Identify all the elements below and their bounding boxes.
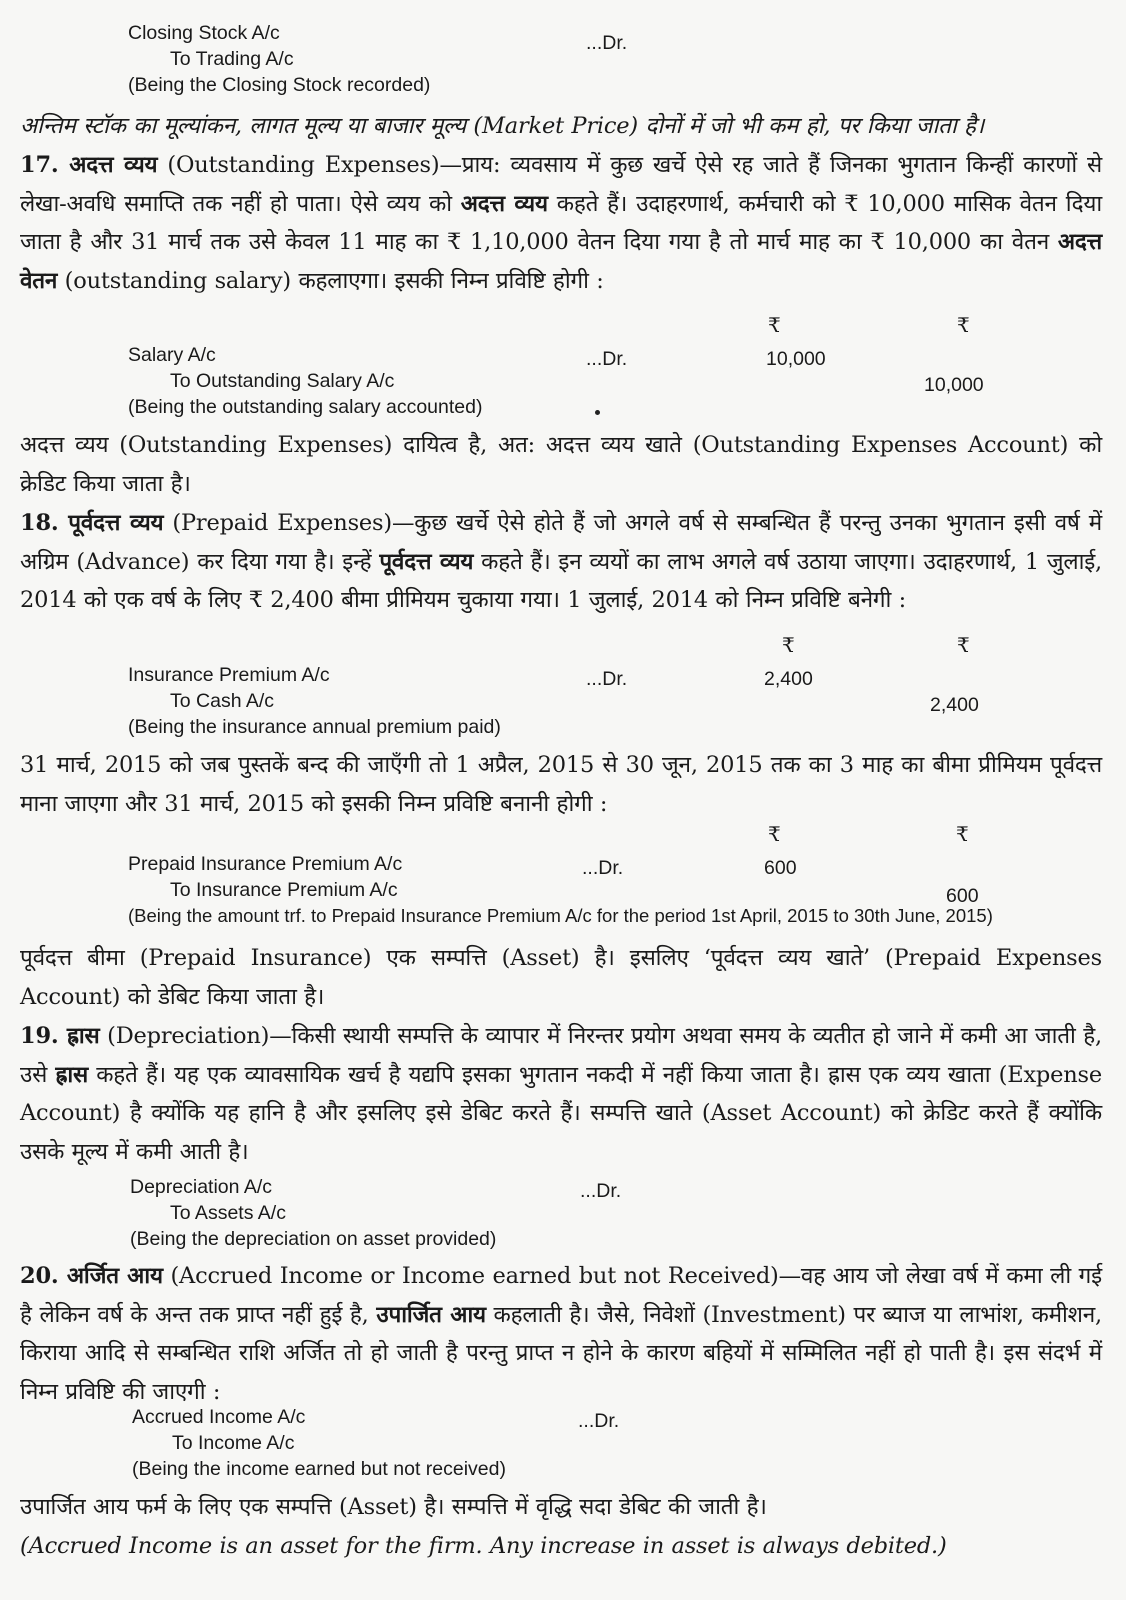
- entry-dr-tag: ...Dr.: [580, 1180, 622, 1202]
- entry-debit-amount: 2,400: [764, 668, 813, 690]
- entry-debit-account: Salary A/c: [128, 344, 216, 366]
- section-19-heading: 19. ह्रास: [20, 1023, 100, 1049]
- entry-dr-tag: ...Dr.: [586, 32, 628, 54]
- entry-debit-amount: 10,000: [766, 348, 826, 370]
- section-17-paragraph: 17. अदत्त व्यय (Outstanding Expenses)—प्राय: व्यवसाय में कुछ खर्चे ऐसे रह जाते हैं जिनका भुगतान किन्हीं कारणों से लेखा-अवधि समाप्ति तक नहीं हो पाता। ऐसे व्यय को अदत्त व्यय कहते हैं। उदाहरणार्थ, कर्मचारी को ₹ 10,000 मासिक वेतन दिया जाता है और 31 मार्च तक उसे केवल 11 माह का ₹ 1,10,000 वेतन दिया गया है तो मार्च माह का ₹ 10,000 का वेतन अदत्त वेतन (outstanding salary) कहलाएगा। इसकी निम्न प्रविष्टि होगी :: [20, 152, 1103, 294]
- entry-credit-account: To Trading A/c: [170, 48, 294, 70]
- rupee-symbol: ₹: [956, 822, 969, 846]
- entry-narration: (Being the insurance annual premium paid): [128, 716, 501, 738]
- stray-dot: [595, 410, 600, 415]
- entry-credit-account: To Income A/c: [172, 1432, 295, 1454]
- rupee-symbol: ₹: [957, 313, 970, 337]
- journal-entry-depreciation: [0, 1174, 1126, 1260]
- entry-narration: (Being the income earned but not received): [132, 1458, 506, 1480]
- entry-narration: (Being the depreciation on asset provided): [130, 1228, 497, 1250]
- section-20-heading: 20. अर्जित आय: [20, 1263, 163, 1289]
- journal-entry-accrued-income: [0, 1404, 1126, 1490]
- journal-entry-closing-stock: [0, 20, 1126, 106]
- entry-credit-account: To Cash A/c: [170, 690, 275, 712]
- entry-dr-tag: ...Dr.: [582, 857, 624, 879]
- entry-credit-account: To Assets A/c: [170, 1202, 286, 1224]
- rupee-symbol: ₹: [957, 633, 970, 657]
- section-20-after: उपार्जित आय फर्म के लिए एक सम्पत्ति (Asset) है। सम्पत्ति में वृद्धि सदा डेबिट की जाती है।: [20, 1494, 767, 1520]
- entry-dr-tag: ...Dr.: [586, 348, 628, 370]
- entry-debit-account: Depreciation A/c: [130, 1176, 272, 1198]
- section-18-paragraph: 18. पूर्वदत्त व्यय (Prepaid Expenses)—कुछ खर्चे ऐसे होते हैं जो अगले वर्ष से सम्बन्धित हैं परन्तु उनका भुगतान इसी वर्ष में अग्रिम (Advance) कर दिया गया है। इन्हें पूर्वदत्त व्यय कहते हैं। इन व्ययों का लाभ अगले वर्ष उठाया जाएगा। उदाहरणार्थ, 1 जुलाई, 2014 को एक वर्ष के लिए ₹ 2,400 बीमा प्रीमियम चुकाया गया। 1 जुलाई, 2014 को निम्न प्रविष्टि बनेगी :: [20, 510, 1102, 613]
- entry-credit-account: To Insurance Premium A/c: [170, 879, 398, 901]
- entry-dr-tag: ...Dr.: [586, 668, 628, 690]
- entry-debit-amount: 600: [764, 857, 797, 879]
- entry-credit-account: To Outstanding Salary A/c: [170, 370, 395, 392]
- journal-entry-prepaid-insurance: [0, 822, 1126, 937]
- entry-narration: (Being the Closing Stock recorded): [128, 74, 431, 96]
- section-18-heading: 18. पूर्वदत्त व्यय: [20, 510, 164, 536]
- entry-credit-amount: 2,400: [930, 694, 979, 716]
- section-17-after: अदत्त व्यय (Outstanding Expenses) दायित्व है, अत: अदत्त व्यय खाते (Outstanding Expenses Account) को क्रेडिट किया जाता है।: [20, 432, 1102, 497]
- entry-debit-account: Prepaid Insurance Premium A/c: [128, 853, 403, 875]
- entry-narration: (Being the amount trf. to Prepaid Insurance Premium A/c for the period 1st April, 2015 to 30th June, 2015): [128, 905, 993, 926]
- section-17-heading: 17. अदत्त व्यय: [20, 152, 158, 178]
- section-18-middle: 31 मार्च, 2015 को जब पुस्तकें बन्द की जाएँगी तो 1 अप्रैल, 2015 से 30 जून, 2015 तक का 3 माह का बीमा प्रीमियम पूर्वदत्त माना जाएगा और 31 मार्च, 2015 को इसकी निम्न प्रविष्टि बनानी होगी :: [20, 752, 1102, 817]
- rupee-symbol: ₹: [782, 633, 795, 657]
- entry-narration: (Being the outstanding salary accounted): [128, 396, 483, 418]
- entry-debit-account: Closing Stock A/c: [128, 22, 280, 44]
- paragraph-valuation: अन्तिम स्टॉक का मूल्यांकन, लागत मूल्य या बाजार मूल्य (Market Price) दोनों में जो भी कम हो, पर किया जाता है।: [20, 113, 985, 139]
- entry-debit-account: Accrued Income A/c: [132, 1406, 306, 1428]
- section-20-paragraph: 20. अर्जित आय (Accrued Income or Income earned but not Received)—वह आय जो लेखा वर्ष में कमा ली गई है लेकिन वर्ष के अन्त तक प्राप्त नहीं हुई है, उपार्जित आय कहलाती है। जैसे, निवेशों (Investment) पर ब्याज या लाभांश, कमीशन, किराया आदि से सम्बन्धित राशि अर्जित तो हो जाती है परन्तु प्राप्त न होने के कारण बहियों में सम्मिलित नहीं हो पाती है। इस संदर्भ में निम्न प्रविष्टि की जाएगी :: [20, 1263, 1102, 1405]
- rupee-symbol: ₹: [768, 313, 781, 337]
- entry-credit-amount: 600: [946, 885, 979, 907]
- section-19-paragraph: 19. ह्रास (Depreciation)—किसी स्थायी सम्पत्ति के व्यापार में निरन्तर प्रयोग अथवा समय के व्यतीत हो जाने में कमी आ जाती है, उसे ह्रास कहते हैं। यह एक व्यावसायिक खर्च है यद्यपि इसका भुगतान नकदी में नहीं किया जाता है। ह्रास एक व्यय खाता (Expense Account) है क्योंकि यह हानि है और इसलिए इसे डेबिट करते हैं। सम्पत्ति खाते (Asset Account) को क्रेडिट करते हैं क्योंकि उसके मूल्य में कमी आती है।: [20, 1023, 1103, 1165]
- entry-credit-amount: 10,000: [924, 374, 984, 396]
- entry-dr-tag: ...Dr.: [578, 1410, 620, 1432]
- journal-entry-insurance-premium: [0, 633, 1126, 748]
- section-18-after: पूर्वदत्त बीमा (Prepaid Insurance) एक सम्पत्ति (Asset) है। इसलिए ‘पूर्वदत्त व्यय खाते’ (Prepaid Expenses Account) को डेबिट किया जाता है।: [20, 945, 1102, 1010]
- rupee-symbol: ₹: [768, 822, 781, 846]
- entry-debit-account: Insurance Premium A/c: [128, 664, 330, 686]
- section-20-english-note: (Accrued Income is an asset for the firm. Any increase in asset is always debited.): [20, 1533, 947, 1559]
- journal-entry-outstanding-salary: [0, 313, 1126, 428]
